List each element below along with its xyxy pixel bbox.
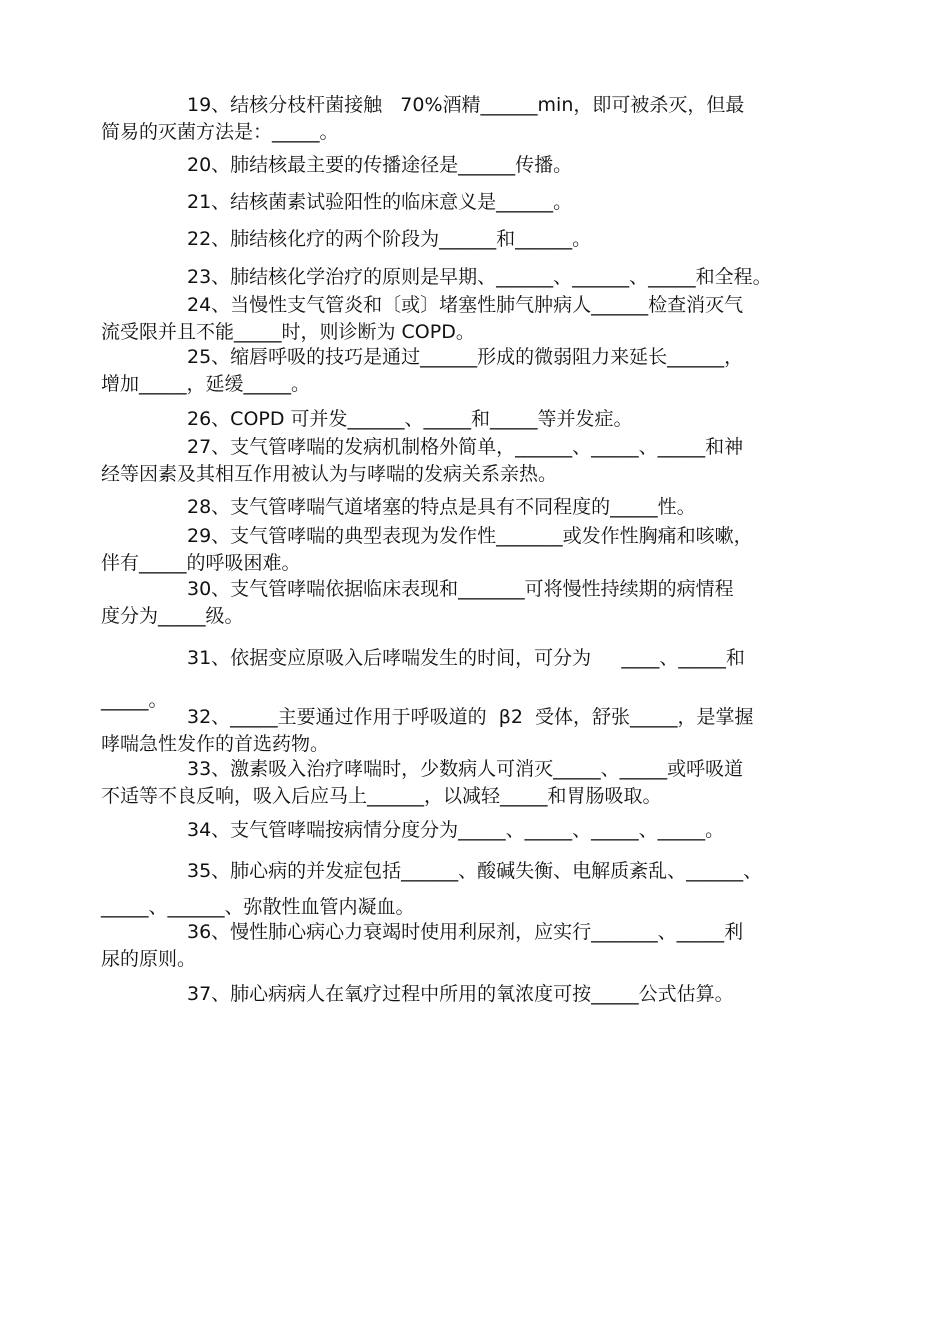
question-text: 19、结核分枝杆菌接触 70%酒精______min，即可被杀灭，但最	[187, 94, 745, 116]
question-20: 20、肺结核最主要的传播途径是______传播。	[187, 154, 573, 176]
question-34: 34、支气管哮喘按病情分度分为_____、_____、_____、_____。	[187, 819, 725, 841]
question-26: 26、COPD 可并发______、_____和_____等并发症。	[187, 408, 633, 430]
question-30: 30、支气管哮喘依据临床表现和_______可将慢性持续期的病情程 度分为_____级。	[101, 578, 734, 627]
question-21: 21、结核菌素试验阳性的临床意义是______。	[187, 191, 573, 213]
question-28: 28、支气管哮喘气道堵塞的特点是具有不同程度的_____性。	[187, 496, 696, 518]
question-37: 37、肺心病病人在氧疗过程中所用的氧浓度可按_____公式估算。	[187, 983, 734, 1005]
question-31: 31、依据变应原吸入后哮喘发生的时间，可分为 ____、_____和 _____。	[101, 647, 745, 711]
question-text-cont: 简易的灭菌方法是：_____。	[101, 121, 339, 143]
question-19	[101, 92, 820, 146]
question-22: 22、肺结核化疗的两个阶段为______和______。	[187, 228, 592, 250]
question-23: 23、肺结核化学治疗的原则是早期、______、______、_____和全程。	[187, 266, 772, 288]
question-24: 24、当慢性支气管炎和〔或〕堵塞性肺气肿病人______检查消灭气 流受限并且不能_____时，则诊断为 COPD。	[101, 294, 744, 343]
question-27: 27、支气管哮喘的发病机制格外简单，______、_____、_____和神 经等因素及其相互作用被认为与哮喘的发病关系亲热。	[101, 436, 744, 485]
question-33: 33、激素吸入治疗哮喘时，少数病人可消灭_____、_____或呼吸道 不适等不良反响，吸入后应马上______，以减轻_____和胃肠吸取。	[101, 758, 744, 807]
question-36: 36、慢性肺心病心力衰竭时使用利尿剂，应实行_______、_____利 尿的原则。	[101, 921, 744, 970]
question-35: 35、肺心病的并发症包括______、酸碱失衡、电解质紊乱、______、 _____、______、弥散性血管内凝血。	[101, 860, 763, 918]
question-25: 25、缩唇呼吸的技巧是通过______形成的微弱阻力来延长______， 增加_____，延缓_____。	[101, 346, 744, 395]
question-32: 32、_____主要通过作用于呼吸道的 β2 受体，舒张_____，是掌握 哮喘急性发作的首选药物。	[101, 706, 754, 755]
question-29: 29、支气管哮喘的典型表现为发作性_______或发作性胸痛和咳嗽， 伴有_____的呼吸困难。	[101, 525, 753, 574]
